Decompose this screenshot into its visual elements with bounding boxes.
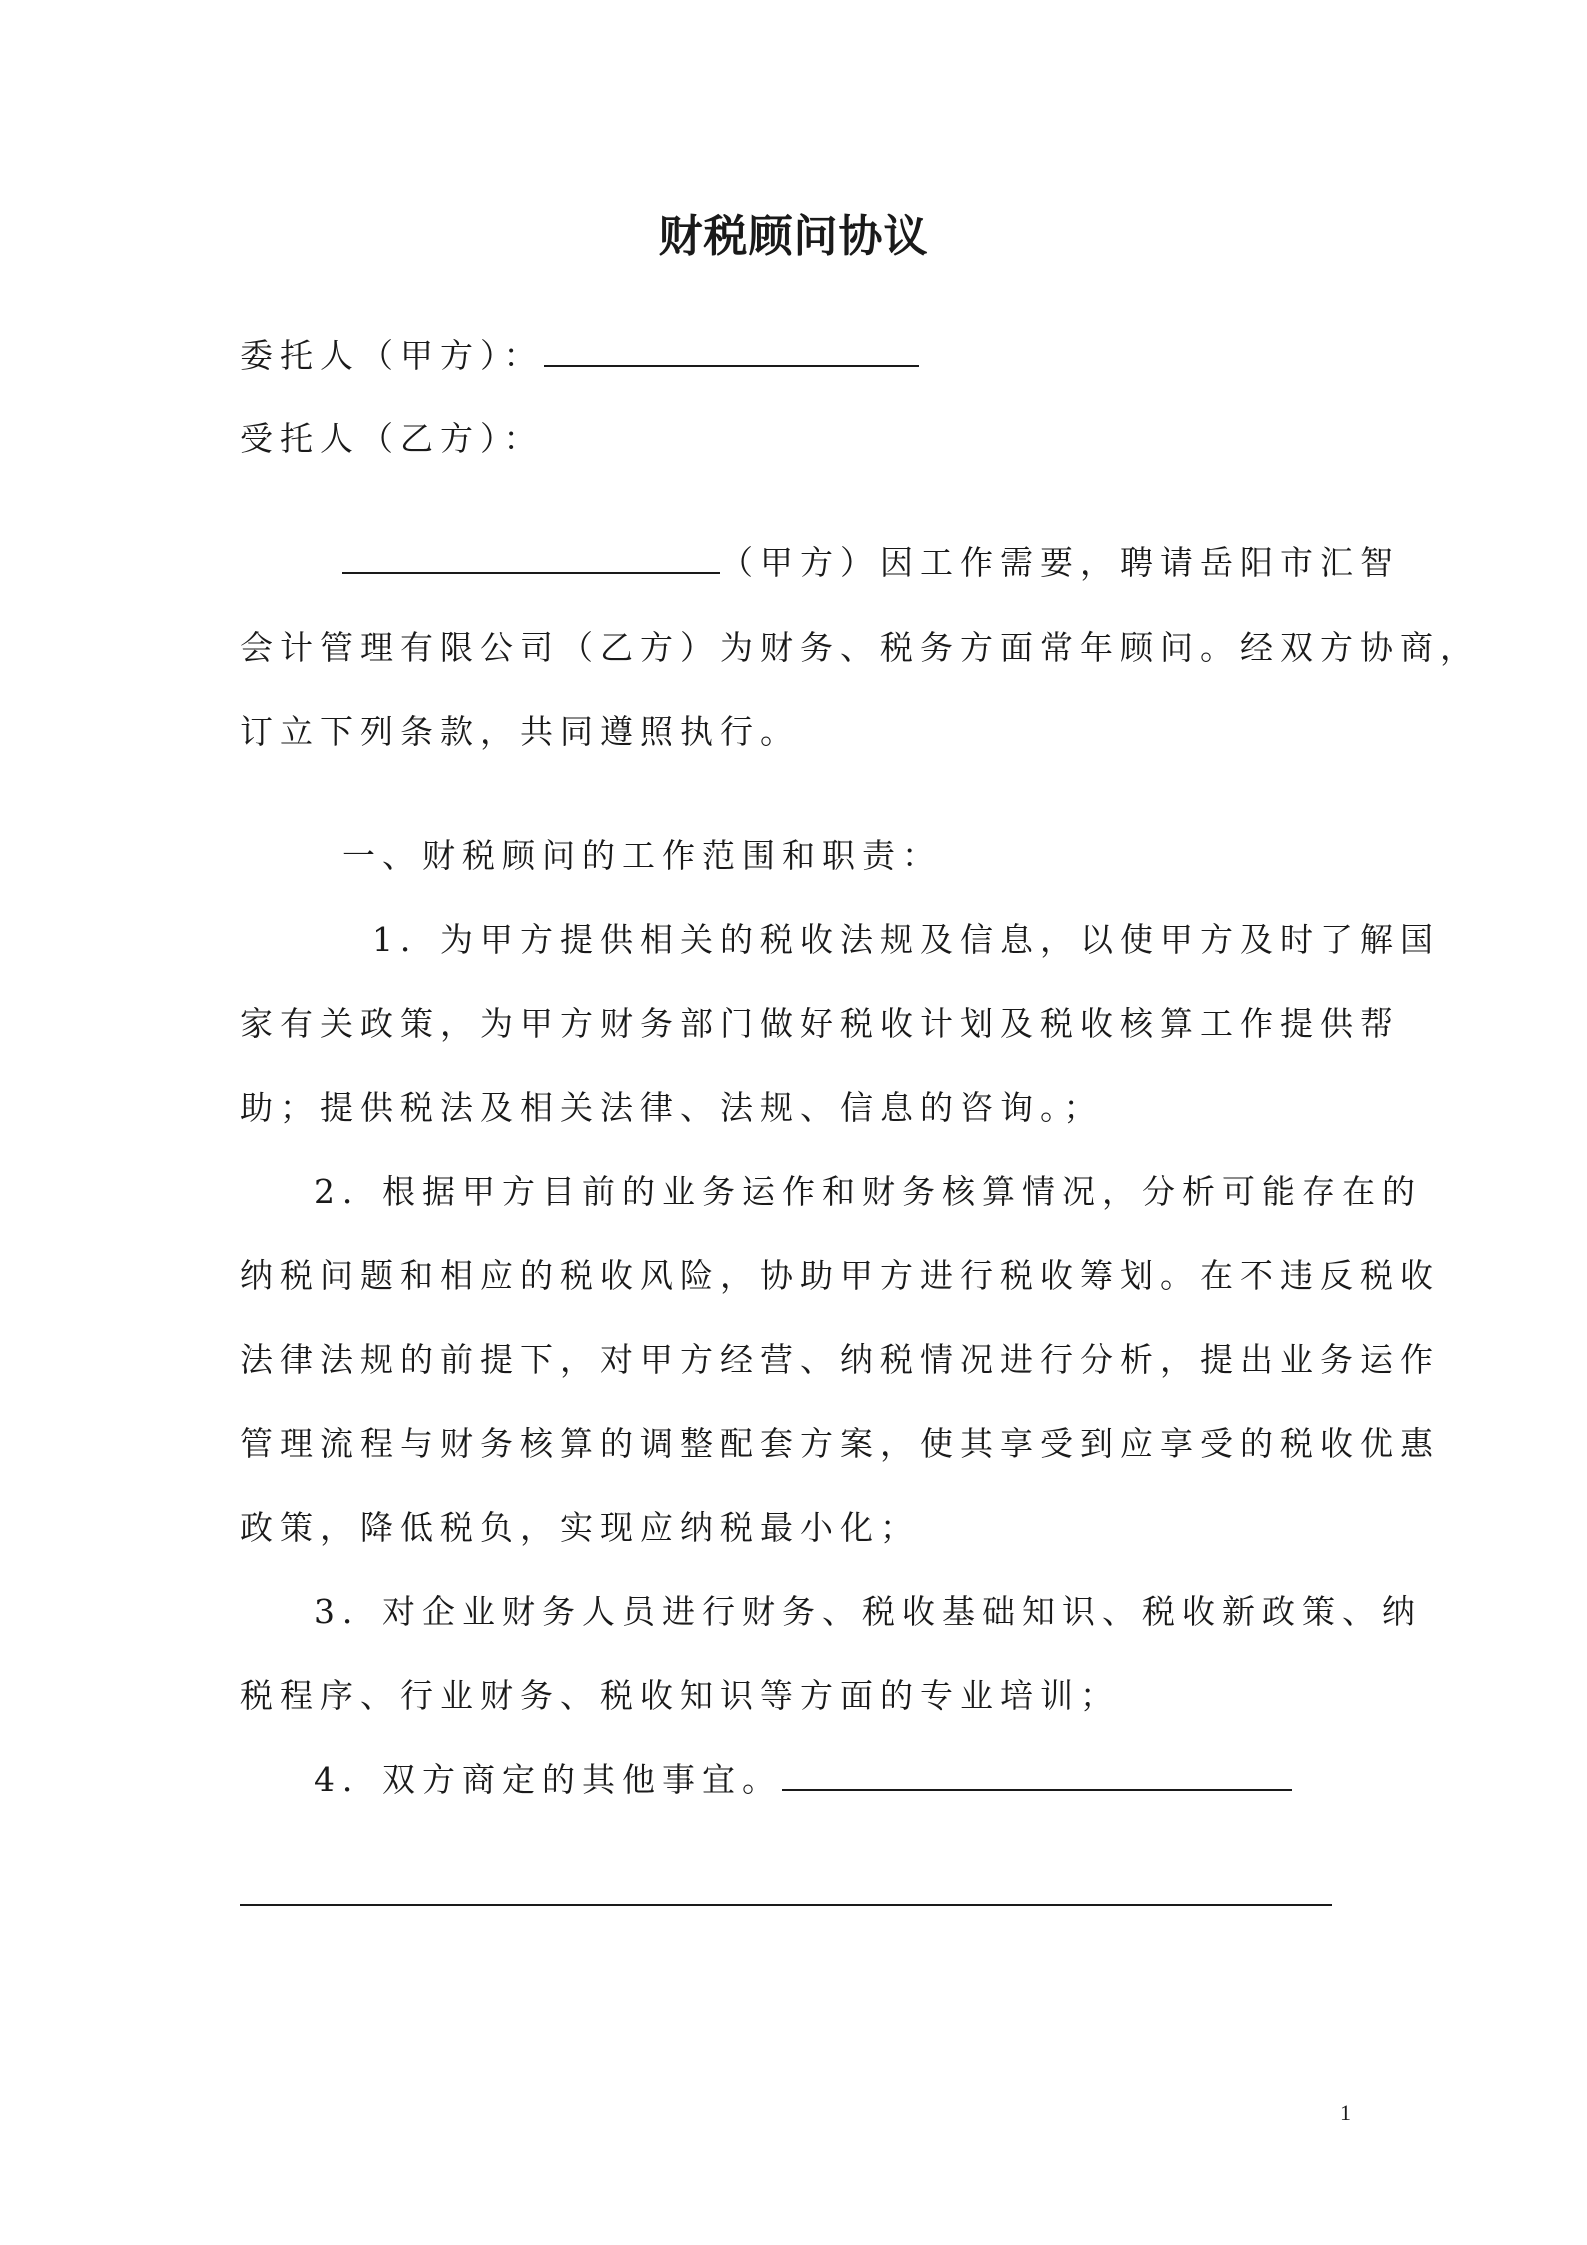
item3-line-2: 税程序、行业财务、税收知识等方面的专业培训； — [240, 1676, 1120, 1715]
agent-line — [240, 413, 544, 460]
agent-label: 受托人（乙方）： — [240, 419, 544, 458]
item1-line-1: 1．为甲方提供相关的税收法规及信息，以使甲方及时了解国 — [372, 920, 1440, 959]
intro-line-1 — [342, 537, 1400, 584]
item1-line-3: 助；提供税法及相关法律、法规、信息的咨询。； — [240, 1088, 1104, 1127]
item4-text: 4．双方商定的其他事宜。 — [314, 1760, 782, 1799]
page-title: 财税顾问协议 — [658, 211, 929, 262]
item2-line-2: 纳税问题和相应的税收风险，协助甲方进行税收筹划。在不违反税收 — [240, 1256, 1440, 1295]
page-number: 1 — [1340, 2100, 1351, 2125]
intro-line-3: 订立下列条款，共同遵照执行。 — [240, 712, 800, 751]
client-line — [240, 330, 919, 377]
item1-line-2: 家有关政策，为甲方财务部门做好税收计划及税收核算工作提供帮 — [240, 1004, 1400, 1043]
item3-line-1: 3．对企业财务人员进行财务、税收基础知识、税收新政策、纳 — [314, 1592, 1422, 1631]
section-heading: 一、财税顾问的工作范围和职责： — [342, 836, 942, 875]
intro-text-1: （甲方）因工作需要，聘请岳阳市汇智 — [720, 543, 1400, 582]
full-width-blank-line[interactable] — [240, 1904, 1332, 1906]
item2-line-5: 政策，降低税负，实现应纳税最小化； — [240, 1508, 920, 1547]
intro-line-2: 会计管理有限公司（乙方）为财务、税务方面常年顾问。经双方协商， — [240, 628, 1480, 667]
other-matters-blank[interactable] — [782, 1759, 1292, 1791]
party-a-blank[interactable] — [342, 542, 720, 574]
item2-line-4: 管理流程与财务核算的调整配套方案，使其享受到应享受的税收优惠 — [240, 1424, 1440, 1463]
item4-line — [314, 1754, 1292, 1801]
item2-line-1: 2．根据甲方目前的业务运作和财务核算情况，分析可能存在的 — [314, 1172, 1422, 1211]
client-label: 委托人（甲方）： — [240, 336, 544, 375]
client-name-blank[interactable] — [544, 335, 919, 367]
item2-line-3: 法律法规的前提下，对甲方经营、纳税情况进行分析，提出业务运作 — [240, 1340, 1440, 1379]
